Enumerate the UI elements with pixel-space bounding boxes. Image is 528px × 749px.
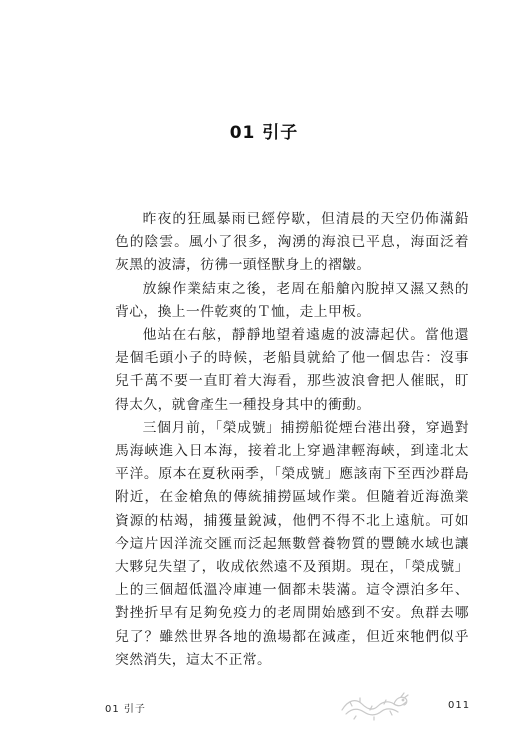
footer-chapter-label: 01 引子 (105, 704, 146, 715)
paragraph: 三個月前，「榮成號」捕撈船從煙台港出發，穿過對馬海峽進入日本海，接着北上穿過津輕海峽，到達北太平洋。原本在夏秋兩季，「榮成號」應該南下至西沙群島附近，在金槍魚的傳統捕撈區域作業。但隨着近海漁業資源的枯竭，捕獲量銳減，他們不得不北上遠航。可如今這片因洋流交匯而泛起無數營養物質的豐饒水域也讓大夥兒失望了，收成依然遠不及預期。現在，「榮成號」上的三個超低溫冷庫連一個都未裝滿。這令漂泊多年、對挫折早有足夠免疫力的老周開始感到不安。魚群去哪兒了？雖然世界各地的漁場都在減產，但近來牠們似乎突然消失，這太不正常。 (115, 419, 469, 668)
dragon-emblem-icon (338, 690, 412, 722)
paragraph: 昨夜的狂風暴雨已經停歇，但清晨的天空仍佈滿鉛色的陰雲。風小了很多，洶湧的海浪已平息，海面泛着灰黑的波濤，彷彿一頭怪獸身上的褶皺。 (115, 211, 469, 274)
chapter-body (115, 208, 469, 672)
page-footer (0, 698, 528, 728)
chapter-title: 01 引子 (229, 123, 299, 143)
page-number: 011 (448, 700, 471, 711)
paragraph: 他站在右舷，靜靜地望着遠處的波濤起伏。當他還是個毛頭小子的時候，老船員就給了他一個忠告：沒事兒千萬不要一直盯着大海看，那些波浪會把人催眠，盯得太久，就會產生一種投身其中的衝動。 (115, 327, 469, 413)
paragraph: 放線作業結束之後，老周在船艙內脫掉又濕又熱的背心，換上一件乾爽的Ｔ恤，走上甲板。 (115, 280, 469, 320)
